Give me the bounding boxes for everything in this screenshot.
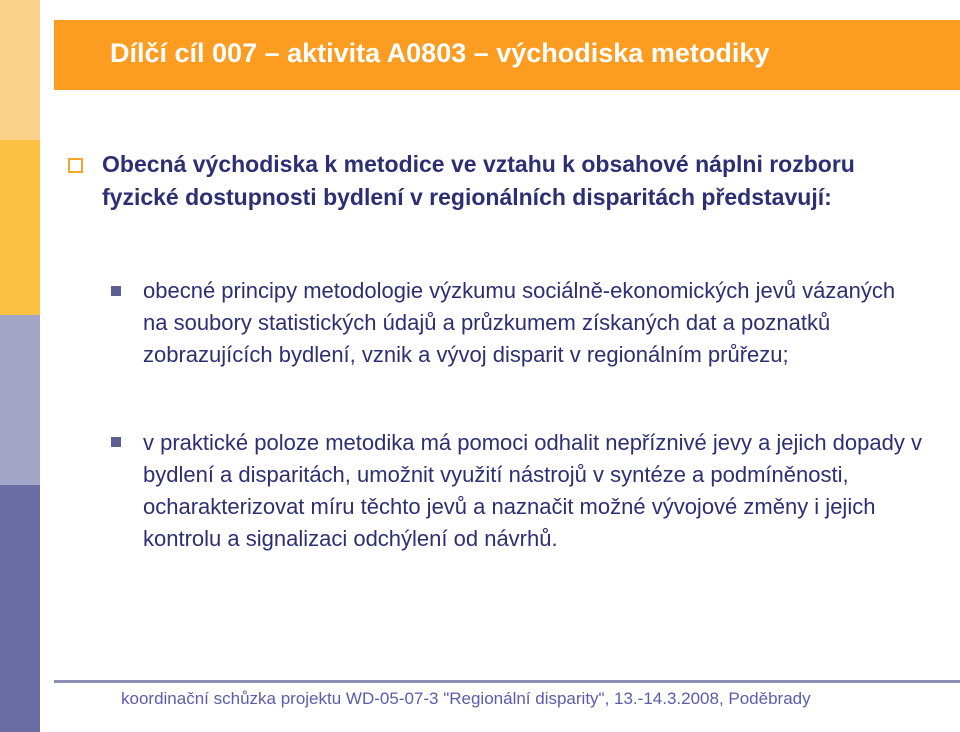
left-bar-segment-light-orange — [0, 0, 40, 140]
square-bullet-icon — [111, 437, 121, 447]
footer-text: koordinační schůzka projektu WD-05-07-3 "Regionální disparity", 13.-14.3.2008, Poděbrady — [121, 689, 811, 708]
hollow-square-bullet-icon — [68, 158, 83, 173]
sub-point-1-text: obecné principy metodologie výzkumu sociálně-ekonomických jevů vázaných na soubory statistických údajů a průzkumem získaných dat a poznatků zobrazujících bydlení, vznik a vývoj disparit v regionálním průřezu; — [143, 278, 896, 367]
left-decorative-bar — [0, 0, 40, 732]
slide-title: Dílčí cíl 007 – aktivita A0803 – východiska metodiky — [110, 38, 770, 68]
left-bar-segment-purple — [0, 485, 40, 732]
main-point-text: Obecná východiska k metodice ve vztahu k obsahové náplni rozboru fyzické dostupnosti bydlení v regionálních disparitách představují: — [102, 151, 855, 210]
footer-divider — [54, 680, 960, 683]
square-bullet-icon — [111, 286, 121, 296]
sub-point-2-text: v praktické poloze metodika má pomoci odhalit nepříznivé jevy a jejich dopady v bydlení a disparitách, umožnit využití nástrojů v syntéze a podmíněnosti, ocharakterizovat míru těchto jevů a naznačit možné vývojové změny i jejich kontrolu a signalizaci odchýlení od návrhů. — [143, 430, 922, 551]
left-bar-segment-light-purple — [0, 315, 40, 485]
left-bar-segment-orange — [0, 140, 40, 315]
